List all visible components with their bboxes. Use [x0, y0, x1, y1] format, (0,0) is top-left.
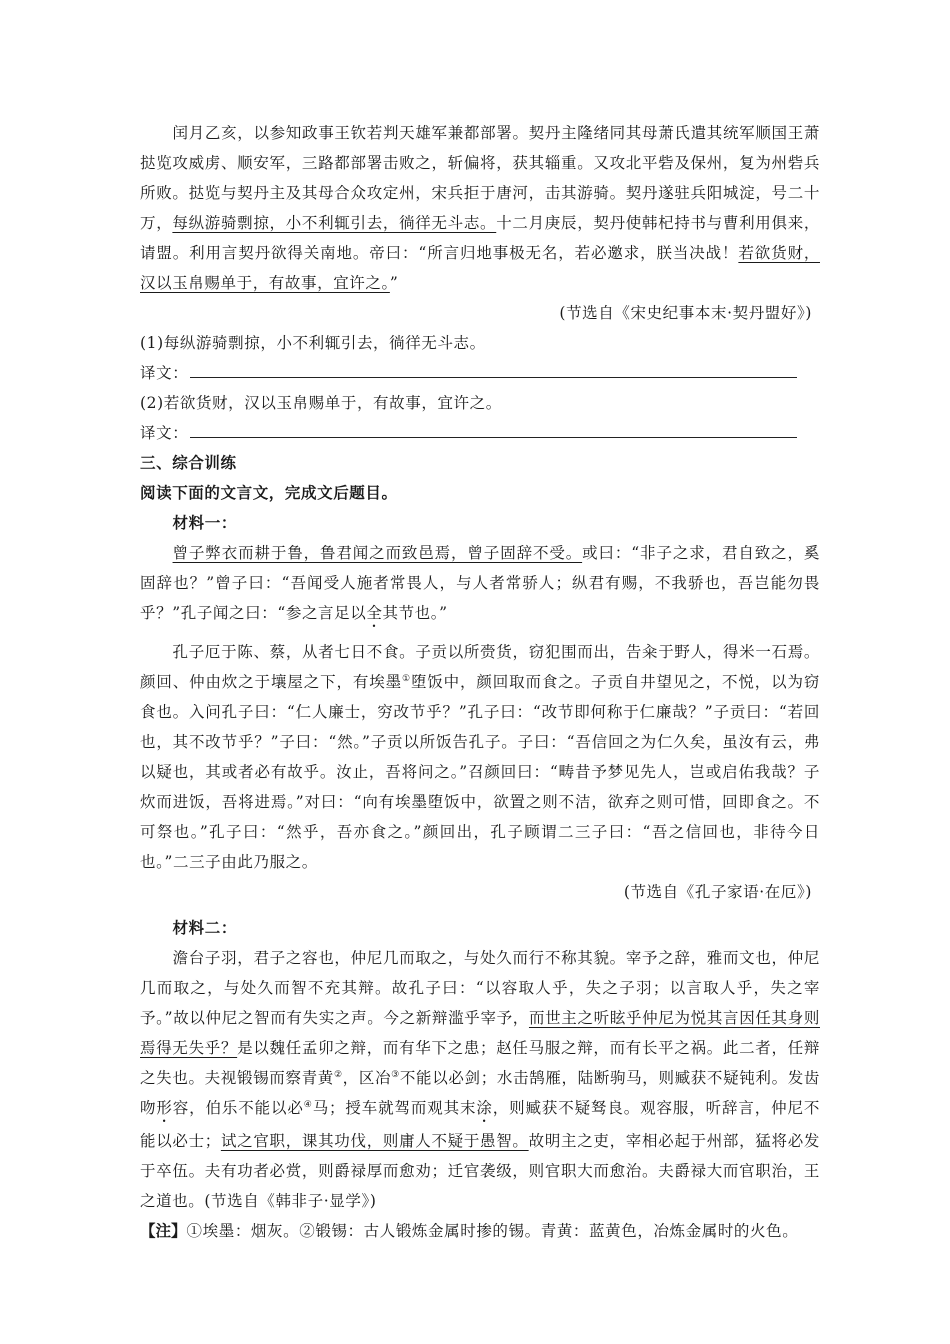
- material-1-para-1: 曾子弊衣而耕于鲁，鲁君闻之而致邑焉，曾子固辞不受。或曰：“非子之求，君自致之，奚固辞也？”曾子曰：“吾闻受人施者常畏人，与人者常骄人；纵君有赐，不我骄也，吾岂能勿畏乎？”孔子闻之曰：“参之言足以全其节也。”: [140, 544, 820, 622]
- note-tag: 【注】: [140, 1221, 187, 1240]
- passage-song-history: 闰月乙亥，以参知政事王钦若判天雄军兼都部署。契丹主隆绪同其母萧氏遣其统军顺国王萧挞览攻威虏、顺安军，三路都部署击败之，斩偏将，获其辎重。又攻北平砦及保州，复为州砦兵所败。挞览与契丹主及其母合众攻定州，宋兵拒于唐河，击其游骑。契丹遂驻兵阳城淀，号二十万，每纵游骑剽掠，小不利辄引去，徜徉无斗志。十二月庚辰，契丹使韩杞持书与曹利用俱来，请盟。利用言契丹欲得关南地。帝曰：“所言归地事极无名，若必邀求，朕当决战！若欲货财，汉以玉帛赐单于，有故事，宜许之。”: [140, 124, 820, 292]
- source-citation-3: (节选自《韩非子·显学》): [204, 1192, 377, 1210]
- footnote-ref-2: ②: [333, 1069, 343, 1080]
- question-2: (2)若欲货财，汉以玉帛赐单于，有故事，宜许之。: [140, 394, 502, 412]
- footnote-ref-1: ①: [401, 673, 411, 684]
- emphasis-char-quan: 全: [366, 604, 383, 622]
- document-page: [140, 118, 820, 1246]
- material-1-label: 材料一：: [172, 513, 237, 532]
- footnote-ref-4: ④: [303, 1099, 313, 1110]
- answer-row-2: [140, 418, 820, 448]
- footnote-ref-3: ③: [391, 1069, 400, 1080]
- footnote: [140, 1216, 820, 1246]
- answer-line-1[interactable]: [190, 361, 797, 378]
- section-heading: 三、综合训练: [140, 453, 237, 472]
- material-1-para-2: 孔子厄于陈、蔡，从者七日不食。子贡以所赍货，窃犯围而出，告籴于野人，得米一石焉。颜回、仲由炊之于壤屋之下，有埃墨①堕饭中，颜回取而食之。子贡自井望见之，不悦，以为窃食也。入问孔子曰：“仁人廉士，穷改节乎？”孔子曰：“改节即何称于仁廉哉？”子贡曰：“若回也，其不改节乎？”子曰：“然。”子贡以所饭告孔子。子曰：“吾信回之为仁久矣，虽汝有云，弗以疑也，其或者必有故乎。汝止，吾将问之。”召颜回曰：“畴昔予梦见先人，岂或启佑我哉？子炊而进饭，吾将进焉。”对曰：“向有埃墨堕饭中，欲置之则不洁，欲弃之则可惜，回即食之。不可祭也。”孔子曰：“然乎，吾亦食之。”颜回出，孔子顾谓二三子曰：“吾之信回也，非待今日也。”二三子由此乃服之。: [140, 643, 820, 871]
- note-text: ①埃墨：烟灰。②锻锡：古人锻炼金属时掺的锡。青黄：蓝黄色，冶炼金属时的火色。: [186, 1222, 799, 1240]
- material-2-para: 澹台子羽，君子之容也，仲尼几而取之，与处久而行不称其貌。宰予之辞，雅而文也，仲尼几而取之，与处久而智不充其辩。故孔子曰：“以容取人乎，失之子羽；以言取人乎，失之宰予。”故以仲尼之智而有失实之声。今之新辩滥乎宰予，而世主之听眩乎仲尼为悦其言因任其身则焉得无失乎？是以魏任孟卯之辩，而有华下之患；赵任马服之辩，而有长平之祸。此二者，任辩之失也。夫视锻锡而察青黄②，区冶③不能以必剑；水击鹄雁，陆断驹马，则臧获不疑钝利。发齿吻形容，伯乐不能以必④马；授车就驾而观其末涂，则臧获不疑驽良。观容服，听辞言，仲尼不能以必士；试之官职，课其功伐，则庸人不疑于愚智。故明主之吏，宰相必起于州部，猛将必发于卒伍。夫有功者必赏，则爵禄厚而愈劝；迁官袭级，则官职大而愈治。夫爵禄大而官职治，王之道也。(节选自《韩非子·显学》): [140, 949, 820, 1210]
- emphasis-char-xing: 形: [156, 1099, 173, 1117]
- answer-label-1: 译文：: [140, 364, 189, 382]
- question-1: (1)每纵游骑剽掠，小不利辄引去，徜徉无斗志。: [140, 334, 486, 352]
- section-instruction: 阅读下面的文言文，完成文后题目。: [140, 483, 398, 502]
- underlined-sentence-5: 试之官职，课其功伐，则庸人不疑于愚智。: [220, 1132, 529, 1150]
- answer-label-2: 译文：: [140, 424, 189, 442]
- underlined-sentence-1: 每纵游骑剽掠，小不利辄引去，徜徉无斗志。: [172, 214, 497, 232]
- answer-line-2[interactable]: [190, 421, 797, 438]
- emphasis-char-tu: 涂: [476, 1099, 493, 1117]
- answer-row-1: [140, 358, 820, 388]
- underlined-sentence-4: 而世主之听眩乎仲尼为悦其言因任其身则焉得无失乎？: [140, 1009, 820, 1057]
- source-citation-1: (节选自《宋史纪事本末·契丹盟好》): [559, 304, 812, 322]
- underlined-sentence-3: 曾子弊衣而耕于鲁，鲁君闻之而致邑焉，曾子固辞不受。: [172, 544, 583, 562]
- source-citation-2: (节选自《孔子家语·在厄》): [623, 883, 812, 901]
- underlined-sentence-2: 若欲货财，汉以玉帛赐单于，有故事，宜许之。: [140, 244, 820, 292]
- material-2-label: 材料二：: [172, 918, 237, 937]
